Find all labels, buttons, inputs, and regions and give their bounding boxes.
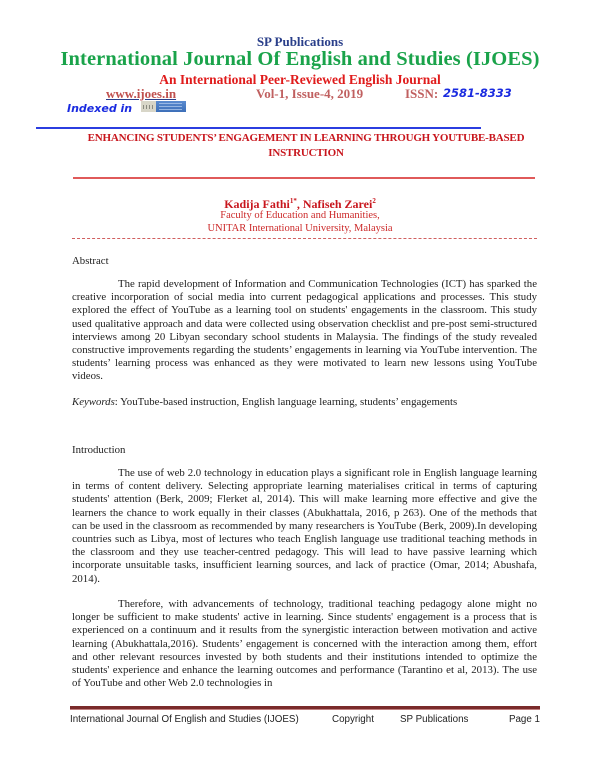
- keywords-line: [72, 396, 542, 408]
- volume-issue: Vol-1, Issue-4, 2019: [256, 86, 364, 101]
- journal-subtitle: An International Peer-Reviewed English Journal: [159, 72, 441, 87]
- introduction-paragraph-1: The use of web 2.0 technology in education plays a significant role in English language learning in terms of content delivery. Selecting appropriate learning materialises critical in terms of capturing students' attention (Berk, 2009; Flerket al, 2014). This will make learning more effective and give the learners the chance to work equally in their classes (Abukhattala, 2016, p 263). One of the methods that can be used in the classroom as recommended by many researchers is YouTube (Berk, 2009).In developing countries such as Libya, most of lectures who teach English language use traditional teaching methods in the classroom and they use teacher-centred pedagogy. This will lead to have passive learning which incorporate unsuitable tasks, insufficient learning sources, and lack of practice (Omar, 2014; Abushafa, 2014).: [72, 467, 537, 585]
- issn-label: ISSN:: [405, 86, 439, 101]
- journal-meta-row: [0, 86, 600, 102]
- footer-publisher: SP Publications: [400, 714, 469, 725]
- article-title: ENHANCING STUDENTS’ ENGAGEMENT IN LEARNING THROUGH YOUTUBE-BASED INSTRUCTION: [87, 132, 525, 159]
- footer-copyright: Copyright: [332, 714, 374, 725]
- introduction-heading: Introduction: [72, 444, 126, 456]
- keywords-text: : YouTube-based instruction, English language learning, students’ engagements: [114, 396, 458, 408]
- introduction-paragraph-2-block: [72, 598, 537, 690]
- footer-divider: [70, 706, 540, 709]
- page-footer: [70, 714, 540, 728]
- author-1: Kadija Fathi: [224, 197, 290, 211]
- logo-text-block: [156, 101, 186, 112]
- introduction-paragraph-2: Therefore, with advancements of technology, traditional teaching pedagogy alone might no longer be sufficient to make students' active in learning. Since students' engagement is a process that is experienced on a continuum and it results from the synergistic interaction between motivation and active learning (Abukhattala,2016). Students’ engagement is concerned with the interaction among them, effort and other relevant resources invested by both students and their institutions intended to optimize the students' experience and enhance the learning outcomes and performance (Tarantino et al, 2013). The use of YouTube and other Web 2.0 technologies in: [72, 598, 537, 690]
- publisher-name: SP Publications: [256, 34, 344, 49]
- indexing-logo-icon[interactable]: [141, 101, 186, 112]
- affiliation-divider-dashed: [72, 238, 537, 239]
- author-separator: ,: [296, 197, 303, 211]
- introduction-paragraph-1-block: [72, 467, 537, 586]
- footer-page-number: Page 1: [508, 714, 540, 725]
- keywords-label: Keywords: [72, 396, 115, 408]
- logo-building-icon: [141, 101, 156, 112]
- author-2-affiliation-mark: 2: [372, 197, 376, 205]
- indexed-in-label: Indexed in: [67, 102, 133, 115]
- issn-value: 2581-8333: [443, 86, 512, 100]
- website-link[interactable]: www.ijoes.in: [106, 86, 177, 101]
- abstract-body: [72, 278, 537, 384]
- abstract-heading: Abstract: [72, 255, 109, 267]
- title-divider-red: [73, 177, 535, 179]
- footer-journal-name: International Journal Of English and Studies (IJOES): [70, 714, 299, 725]
- journal-title: International Journal Of English and Studies (IJOES): [60, 48, 540, 70]
- affiliation-faculty: Faculty of Education and Humanities,: [220, 210, 380, 221]
- header-divider-blue: [36, 127, 481, 129]
- author-1-affiliation-mark: 1*: [289, 197, 297, 205]
- affiliation-university: UNITAR International University, Malaysia: [207, 223, 393, 234]
- author-2: Nafiseh Zarei: [302, 197, 373, 211]
- abstract-paragraph: The rapid development of Information and Communication Technologies (ICT) has sparked the creative incorporation of social media into current pedagogical applications and processes. This study explored the effect of YouTube as a learning tool on students' engagements in the classroom. This study used qualitative approach and data were collected using observation checklist and pre-post semi-structured interviews among 20 Libyan secondary school students in Malaysia. The findings of the study revealed constructive improvements regarding the students’ engagements in learning via YouTube intervention. The students’ learning process was enhanced as they were motivated to learn new lessons using YouTube videos.: [72, 278, 537, 383]
